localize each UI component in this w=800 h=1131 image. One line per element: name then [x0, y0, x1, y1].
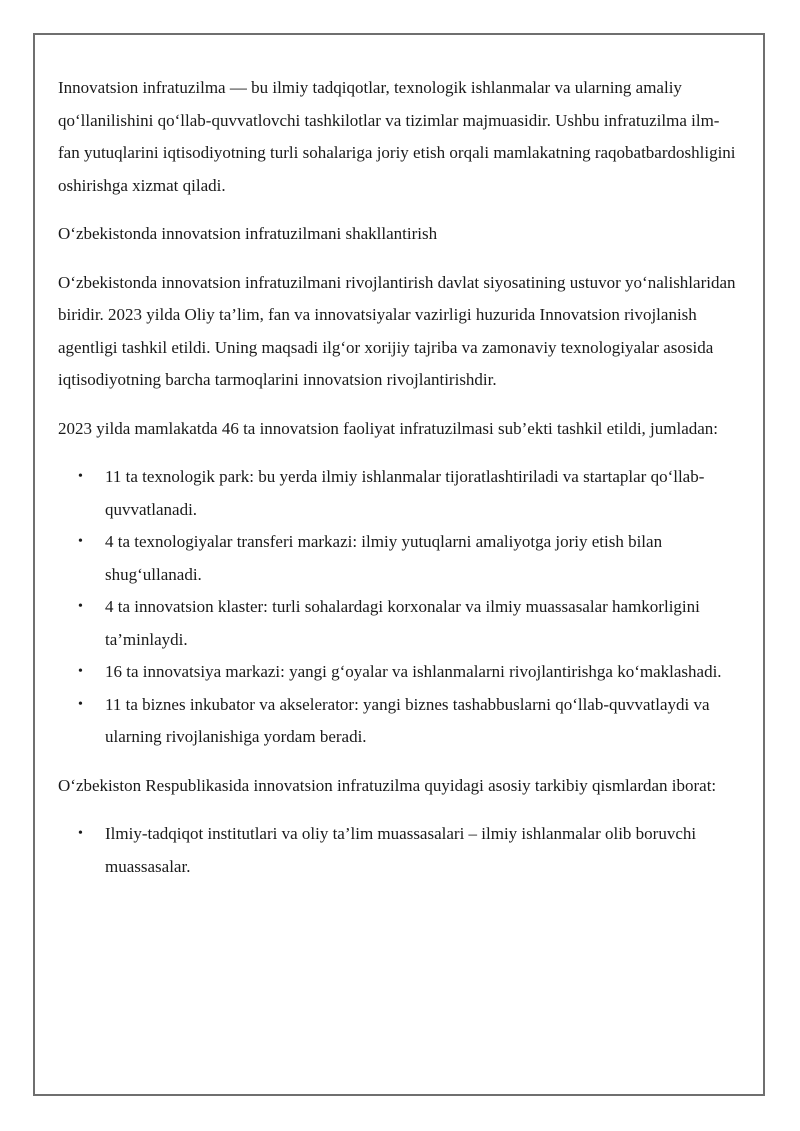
bullet-icon: •: [78, 534, 83, 549]
infrastructure-list: [58, 461, 738, 754]
body-paragraph-3: O‘zbekiston Respublikasida innovatsion infratuzilma quyidagi asosiy tarkibiy qismlardan iborat:: [58, 775, 717, 795]
list-item-text: Ilmiy-tadqiqot institutlari va oliy ta’lim muassasalari – ilmiy ishlanmalar olib boruvchi muassasalar.: [105, 824, 697, 876]
section-heading: O‘zbekistonda innovatsion infratuzilmani shakllantirish: [58, 224, 438, 243]
body-paragraph-2: 2023 yilda mamlakatda 46 ta innovatsion faoliyat infratuzilmasi sub’ekti tashkil etildi, jumladan:: [58, 418, 719, 438]
document-body: [58, 72, 738, 899]
list-item: [58, 461, 738, 526]
bullet-icon: •: [78, 469, 83, 484]
list-item: [58, 526, 738, 591]
body-paragraph-1: O‘zbekistonda innovatsion infratuzilmani rivojlantirish davlat siyosatining ustuvor yo‘nalishlaridan biridir. 2023 yilda Oliy ta’lim, fan va innovatsiyalar vazirligi huzurida Innovatsion rivojlanish agentligi tashkil etildi. Uning maqsadi ilg‘or xorijiy tajriba va zamonaviy texnologiyalar asosida iqtisodiyotning barcha tarmoqlarini innovatsion rivojlantirishdir.: [58, 272, 736, 389]
bullet-icon: •: [78, 664, 83, 679]
list-item-text: 11 ta biznes inkubator va akselerator: yangi biznes tashabbuslarni qo‘llab-quvvatlaydi va ularning rivojlanishiga yordam beradi.: [105, 694, 710, 746]
list-item-text: 4 ta texnologiyalar transferi markazi: ilmiy yutuqlarni amaliyotga joriy etish bilan shug‘ullanadi.: [105, 532, 663, 584]
bullet-icon: •: [78, 826, 83, 841]
list-item-text: 16 ta innovatsiya markazi: yangi g‘oyalar va ishlanmalarni rivojlantirishga ko‘maklashadi.: [105, 662, 722, 681]
list-item-text: 4 ta innovatsion klaster: turli sohalardagi korxonalar va ilmiy muassasalar hamkorligini ta’minlaydi.: [105, 597, 700, 649]
list-item: [58, 689, 738, 754]
bullet-icon: •: [78, 599, 83, 614]
list-item: [58, 818, 738, 883]
list-item: [58, 591, 738, 656]
components-list: [58, 818, 738, 883]
list-item: [58, 656, 738, 689]
intro-paragraph: Innovatsion infratuzilma — bu ilmiy tadqiqotlar, texnologik ishlanmalar va ularning amaliy qo‘llanilishini qo‘llab-quvvatlovchi tashkilotlar va tizimlar majmuasidir. Ushbu infratuzilma ilm-fan yutuqlarini iqtisodiyotning turli sohalariga joriy etish orqali mamlakatning raqobatbardoshligini oshirishga xizmat qiladi.: [58, 78, 736, 195]
list-item-text: 11 ta texnologik park: bu yerda ilmiy ishlanmalar tijoratlashtiriladi va startaplar qo‘llab-quvvatlanadi.: [105, 467, 705, 519]
bullet-icon: •: [78, 696, 83, 712]
